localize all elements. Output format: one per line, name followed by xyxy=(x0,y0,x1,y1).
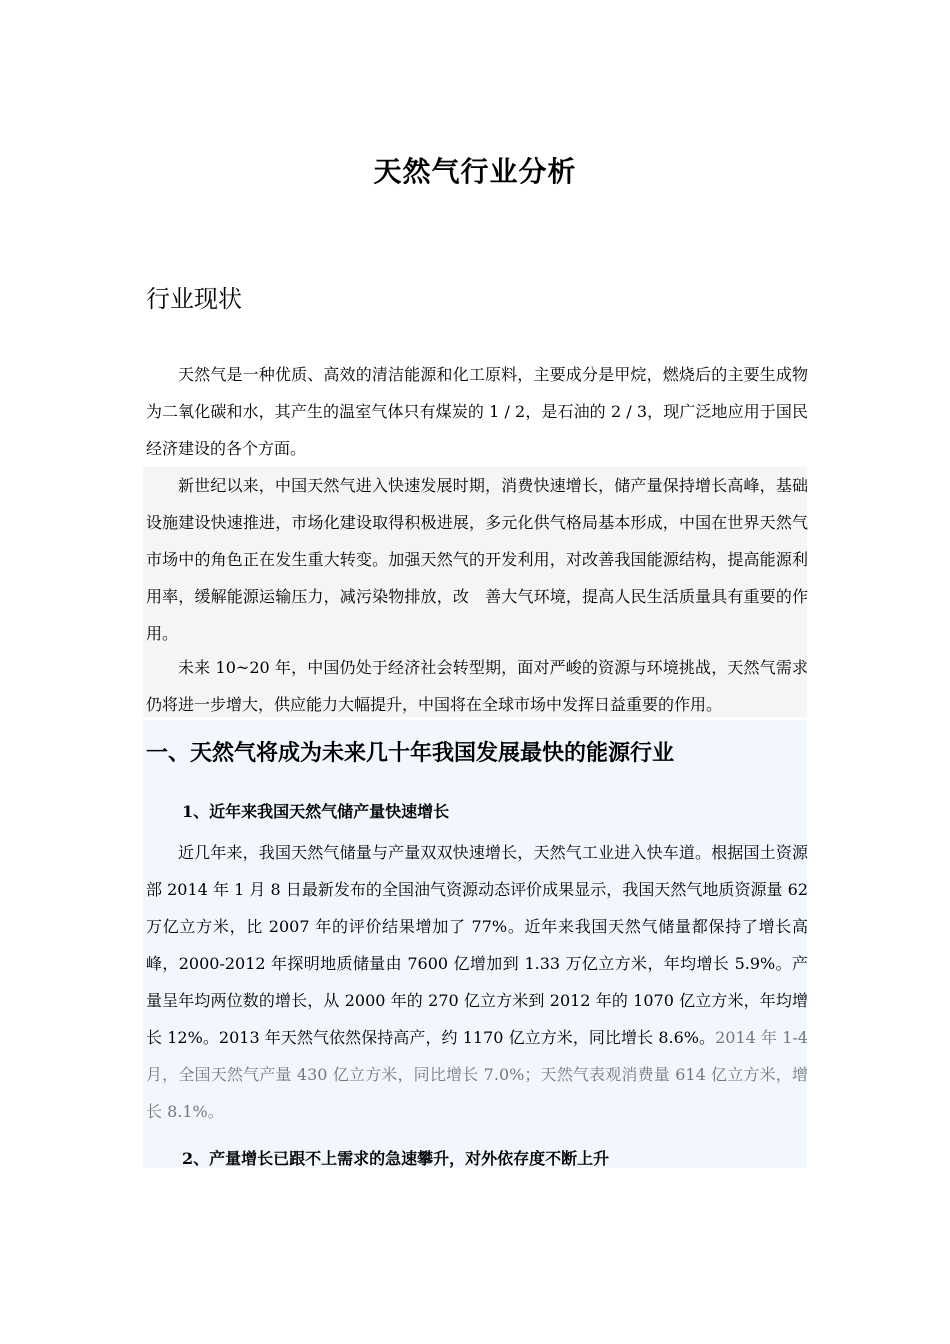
paragraph-reserves-gray: 2014 年 1-4 月，全国天然气产量 430 亿立方米，同比增长 7.0%；天然气表观消费量 614 亿立方米，增长 8.1%。 xyxy=(146,1028,808,1121)
subheading-import-dependence: 2、产量增长已跟不上需求的急速攀升，对外依存度不断上升 xyxy=(182,1149,610,1168)
subheading-reserves-growth: 1、近年来我国天然气储产量快速增长 xyxy=(182,802,450,821)
paragraph-reserves xyxy=(146,834,808,1130)
paragraph-reserves-main: 近几年来，我国天然气储量与产量双双快速增长，天然气工业进入快车道。根据国土资源部 2014 年 1 月 8 日最新发布的全国油气资源动态评价成果显示，我国天然气地质资源量 62 万亿立方米，比 2007 年的评价结果增加了 77%。近年来我国天然气储量都保持了增长高峰，2000-2012 年探明地质储量由 7600 亿增加到 1.33 万亿立方米，年均增长 5.9%。产量呈年均两位数的增长，从 2000 年的 270 亿立方米到 2012 年的 1070 亿立方米，年均增长 12%。2013 年天然气依然保持高产，约 1170 亿立方米，同比增长 8.6%。 xyxy=(146,843,808,1047)
paragraph-future: 未来 10~20 年，中国仍处于经济社会转型期，面对严峻的资源与环境挑战，天然气需求仍将进一步增大，供应能力大幅提升，中国将在全球市场中发挥日益重要的作用。 xyxy=(146,658,808,714)
heading-fastest-growing: 一、天然气将成为未来几十年我国发展最快的能源行业 xyxy=(146,740,675,766)
paragraph-development: 新世纪以来，中国天然气进入快速发展时期，消费快速增长，储产量保持增长高峰，基础设施建设快速推进，市场化建设取得积极进展，多元化供气格局基本形成，中国在世界天然气市场中的角色正在发生重大转变。加强天然气的开发利用，对改善我国能源结构，提高能源利用率，缓解能源运输压力，减污染物排放，改 善大气环境，提高人民生活质量具有重要的作用。 xyxy=(146,476,808,643)
document-title: 天然气行业分析 xyxy=(373,155,577,188)
section-heading-status: 行业现状 xyxy=(146,285,242,313)
paragraph-intro: 天然气是一种优质、高效的清洁能源和化工原料，主要成分是甲烷，燃烧后的主要生成物为二氧化碳和水，其产生的温室气体只有煤炭的 1 / 2，是石油的 2 / 3，现广泛地应用于国民经济建设的各个方面。 xyxy=(146,365,808,458)
